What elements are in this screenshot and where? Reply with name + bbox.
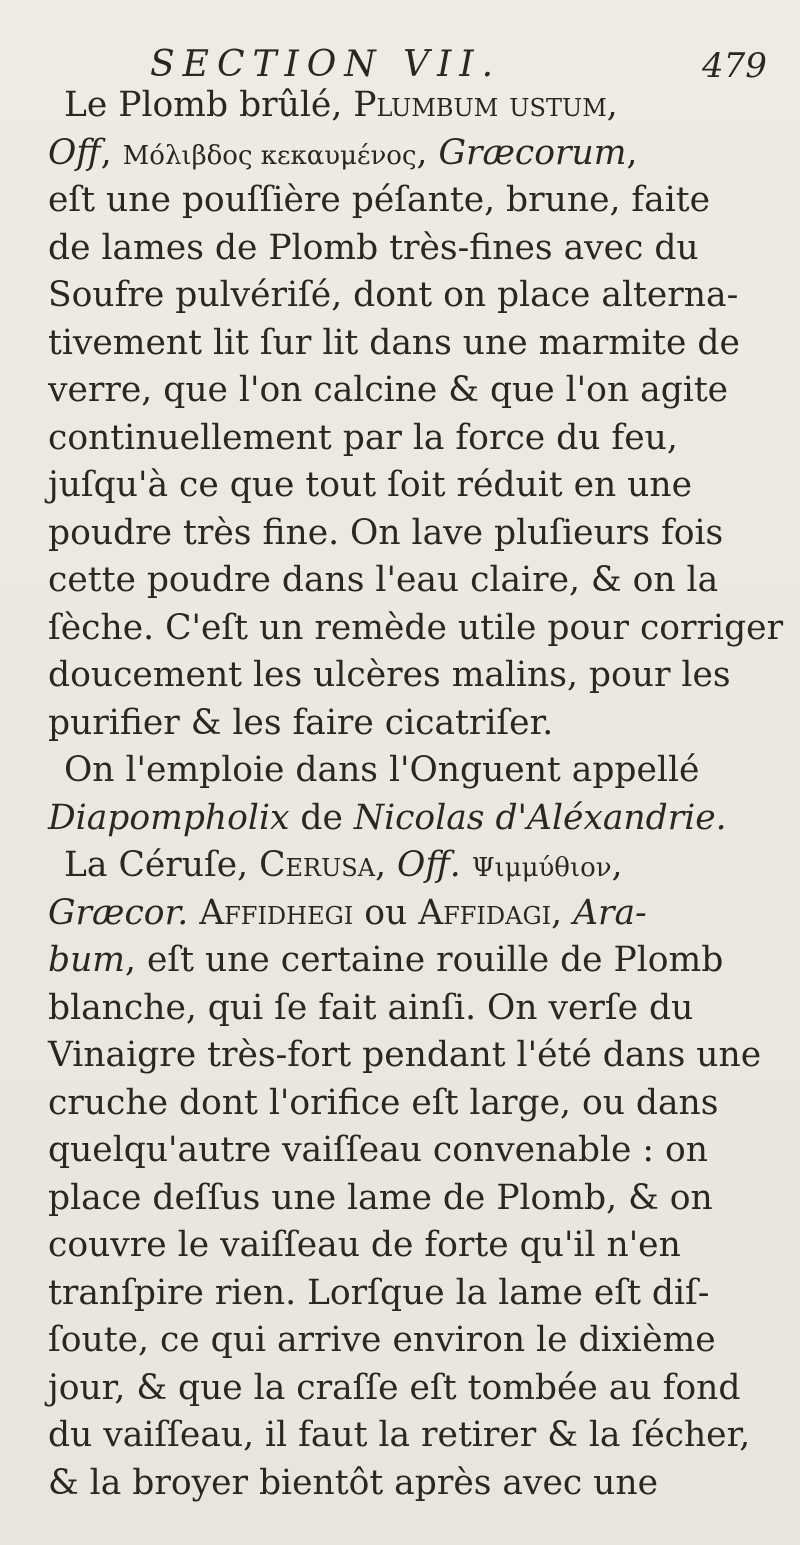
text-line <box>48 225 788 273</box>
text-run: , <box>416 132 439 173</box>
text-run: , <box>606 85 618 125</box>
text-run: purifier & les faire cicatriſer. <box>48 702 554 743</box>
small-caps-term: Affidhegi <box>199 892 354 933</box>
text-run: continuellement par la force du feu, <box>48 417 678 458</box>
italic-term: Off. <box>397 845 461 885</box>
small-caps-term: Plumbum ustum <box>353 85 607 125</box>
text-line <box>48 367 788 415</box>
text-line <box>48 937 788 985</box>
body-text <box>48 82 788 1507</box>
text-line <box>48 1175 788 1223</box>
small-caps-term: Affidagi <box>418 892 552 933</box>
text-line <box>48 652 788 700</box>
text-line <box>48 1365 788 1413</box>
text-line <box>48 1032 788 1080</box>
text-line <box>48 1080 788 1128</box>
text-line <box>48 1270 788 1318</box>
text-run: doucement les ulcères malins, pour les <box>48 655 731 695</box>
text-run: couvre le vaiſſeau de forte qu'il n'en <box>48 1225 681 1265</box>
text-line <box>48 747 788 795</box>
text-run: cruche dont l'orifice eſt large, ou dans <box>48 1082 719 1123</box>
text-run: La Céruſe, <box>64 845 260 885</box>
text-run: ou <box>353 892 419 933</box>
text-run <box>188 893 199 933</box>
text-line <box>48 1412 788 1460</box>
text-run: verre, que l'on calcine & que l'on agite <box>48 370 729 410</box>
italic-term: Græcorum <box>438 132 627 173</box>
text-run: poudre très fine. On lave pluſieurs fois <box>48 512 724 553</box>
text-run: place deſſus une lame de Plomb, & on <box>48 1177 713 1218</box>
text-run: On l'emploie dans l'Onguent appellé <box>64 750 700 790</box>
text-run: ſèche. C'eſt un remède utile pour corriger <box>48 607 784 648</box>
text-line <box>48 462 788 510</box>
running-head: SECTION VII. <box>150 44 502 85</box>
text-line <box>48 890 788 938</box>
text-line <box>48 82 788 130</box>
text-line <box>48 130 788 178</box>
text-run: tranſpire rien. Lorſque la lame eſt diſ- <box>48 1272 710 1313</box>
text-line <box>48 605 788 653</box>
text-run: de lames de Plomb très-fines avec du <box>48 227 699 268</box>
text-run: , eſt une certaine rouille de Plomb <box>125 940 724 980</box>
text-run: , <box>375 845 398 885</box>
italic-term: Nicolas d'Aléxandrie. <box>353 797 727 838</box>
text-line <box>48 795 788 843</box>
text-run: quelqu'autre vaiſſeau convenable : on <box>48 1130 708 1170</box>
text-run: jour, & que la craſſe eſt tombée au fond <box>48 1367 741 1408</box>
text-run: de <box>289 797 354 838</box>
greek-term: Ψιμμύθιον <box>471 853 612 883</box>
text-line <box>48 1460 788 1508</box>
text-line <box>48 842 788 890</box>
text-run: juſqu'à ce que tout ſoit réduit en une <box>48 465 693 505</box>
text-run <box>461 845 472 885</box>
text-line <box>48 557 788 605</box>
text-run: Le Plomb brûlé, <box>64 85 354 125</box>
text-run: , <box>100 132 123 173</box>
greek-term: Μόλιβδος κεκαυμένος <box>122 140 417 171</box>
text-run: , <box>611 845 623 885</box>
text-line <box>48 177 788 225</box>
small-caps-term: Cerusa <box>259 845 376 885</box>
text-line <box>48 1222 788 1270</box>
italic-term: Græcor. <box>48 892 189 933</box>
text-run: eſt une pouſſière péſante, brune, faite <box>48 180 711 220</box>
text-run: , <box>626 132 638 173</box>
page-number: 479 <box>702 46 767 86</box>
text-line <box>48 985 788 1033</box>
italic-term: Off <box>48 132 101 173</box>
text-line <box>48 272 788 320</box>
text-run: du vaiſſeau, il faut la retirer & la ſécher, <box>48 1415 751 1455</box>
italic-term: bum <box>48 940 126 980</box>
text-line <box>48 510 788 558</box>
italic-term: Ara- <box>573 892 647 933</box>
italic-term: Diapompholix <box>48 797 290 838</box>
text-run: ſoute, ce qui arrive environ le dixième <box>48 1320 716 1360</box>
text-run: cette poudre dans l'eau claire, & on la <box>48 560 719 600</box>
text-line <box>48 1317 788 1365</box>
text-run: blanche, qui ſe fait ainſi. On verſe du <box>48 987 694 1028</box>
text-line <box>48 700 788 748</box>
text-line <box>48 415 788 463</box>
text-line <box>48 1127 788 1175</box>
text-run: Soufre pulvériſé, dont on place alterna- <box>48 275 739 315</box>
text-run: tivement lit ſur lit dans une marmite de <box>48 322 740 363</box>
text-run: & la broyer bientôt après avec une <box>48 1462 659 1503</box>
text-run: , <box>551 892 574 933</box>
text-line <box>48 320 788 368</box>
text-run: Vinaigre très-fort pendant l'été dans une <box>48 1035 762 1075</box>
